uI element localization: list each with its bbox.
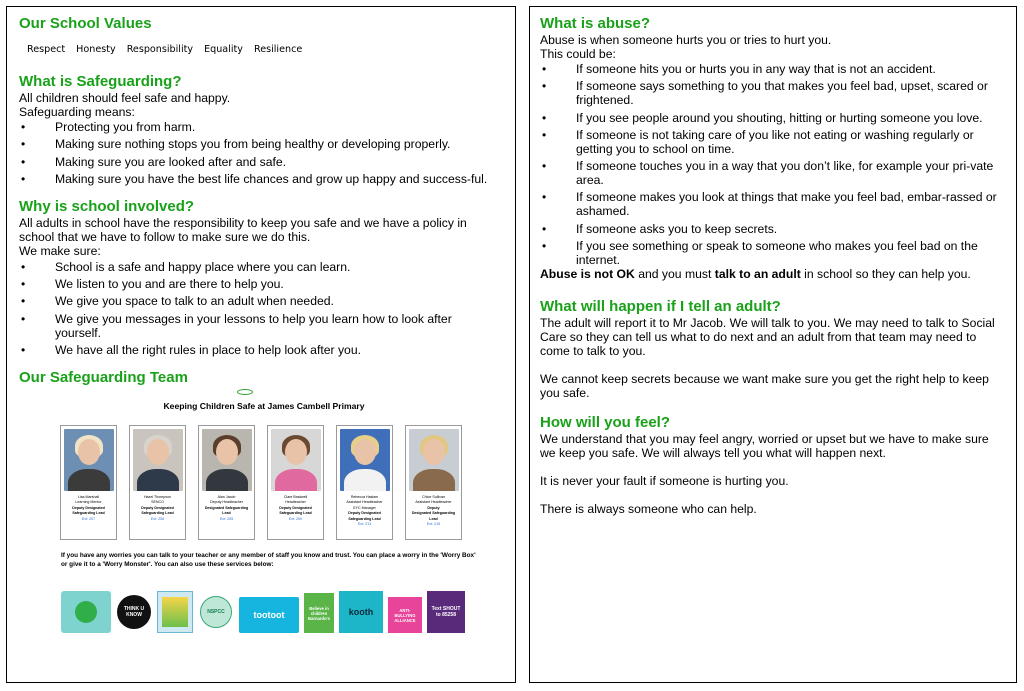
worry-message: If you have any worries you can talk to your teacher or any member of staff you know and trust. You can place a worry in the 'Worry Box' or give it to a 'Worry Monster'. You can also use these services below: (61, 552, 476, 569)
list-item: • Making sure you are looked after and safe. (19, 155, 505, 169)
safeguarding-team-poster (19, 389, 509, 641)
value-item: Equality (204, 44, 243, 55)
staff-name: Chloe Sullivan (422, 495, 445, 500)
never-your-fault-text: It is never your fault if someone is hurting you. (540, 474, 789, 489)
staff-role: SENCO (151, 500, 164, 505)
staff-name: Alan Jacob (217, 495, 236, 500)
why-make-sure: We make sure: (19, 243, 101, 258)
abuse-could-be: This could be: (540, 47, 616, 61)
staff-role: EYC Manager (353, 505, 376, 510)
how-will-you-feel-heading: How will you feel? (540, 414, 671, 432)
list-item: • We listen to you and are there to help you. (19, 277, 505, 291)
list-item: • We give you messages in your lessons to help you learn how to look after yourself. (19, 312, 505, 340)
abuse-not-ok-message: Abuse is not OK and you must talk to an adult in school so they can help you. (540, 267, 971, 282)
staff-role: Safeguarding Lead (279, 511, 312, 516)
staff-card (405, 425, 462, 540)
list-item: • If someone hits you or hurts you in any way that is not an accident. (540, 62, 1006, 76)
talk-to-adult: talk to an adult (714, 267, 801, 282)
safeguarding-heading: What is Safeguarding? (19, 73, 182, 90)
list-item: • If you see people around you shouting, hitting or hurting someone you love. (540, 111, 1006, 125)
list-item: • We have all the right rules in place to help look after you. (19, 343, 505, 357)
tell-an-adult-heading: What will happen if I tell an adult? (540, 298, 781, 316)
list-item: • If someone is not taking care of you like not eating or washing regularly or getting you to school on time. (540, 128, 1006, 156)
staff-card (60, 425, 117, 540)
staff-name: Clare Bradwell (283, 495, 308, 500)
list-item: • We give you space to talk to an adult when needed. (19, 294, 505, 308)
staff-name: Lisa Marshall (77, 495, 100, 500)
staff-card (198, 425, 255, 540)
list-item: • School is a safe and happy place where you can learn. (19, 260, 505, 274)
staff-extension: Ext: 213 (357, 522, 372, 527)
staff-role: Designated Safeguarding Lead (204, 505, 249, 516)
values-list (27, 44, 505, 55)
staff-name: Hazel Thompson (143, 495, 172, 500)
feel-text: We understand that you may feel angry, worried or upset but we have to make sure we keep you safe. We will always tell you what will happen next. (540, 432, 989, 461)
anti-bullying-alliance-logo: ANTI-BULLYING ALLIANCE (388, 597, 422, 633)
poster-title: Keeping Children Safe at James Cambell Primary (163, 401, 365, 412)
staff-role: Headteacher (285, 500, 306, 505)
value-item: Responsibility (126, 44, 194, 55)
services-logos (61, 591, 465, 633)
worry-monster-logo (61, 591, 111, 633)
staff-role: Designated Safeguarding Lead (411, 511, 456, 521)
staff-photo (133, 429, 183, 491)
staff-role: Assistant Headteacher (346, 500, 383, 505)
decoration-icon (237, 389, 253, 395)
staff-card (129, 425, 186, 540)
staff-role: Deputy (427, 505, 440, 510)
list-item: • If someone asks you to keep secrets. (540, 222, 1006, 236)
abuse-intro: Abuse is when someone hurts you or tries to hurt you. (540, 33, 832, 47)
staff-extension: Ext: 207 (81, 516, 96, 521)
staff-card (267, 425, 324, 540)
list-item: • Making sure you have the best life chances and grow up happy and success-ful. (19, 172, 505, 186)
staff-role: Deputy Designated (279, 505, 312, 510)
tootoot-logo: tootoot (239, 597, 299, 633)
school-values-heading: Our School Values (19, 15, 152, 32)
staff-role: Deputy Headteacher (210, 500, 243, 505)
staff-name: Rebecca Haslam (350, 495, 379, 500)
right-panel (529, 6, 1017, 683)
no-secrets-text: We cannot keep secrets because we want make sure you get the right help to keep you safe. (540, 372, 989, 401)
nspcc-logo: NSPCC (198, 591, 234, 633)
staff-role: Deputy Designated (72, 505, 105, 510)
staff-role: Deputy Designated Safeguarding Lead (348, 511, 381, 521)
staff-role: Learning Mentor (75, 500, 102, 505)
staff-photo (271, 429, 321, 491)
what-is-abuse-heading: What is abuse? (540, 15, 651, 32)
staff-role: Deputy Designated (141, 505, 174, 510)
safeguarding-team-heading: Our Safeguarding Team (19, 369, 188, 387)
why-involved-heading: Why is school involved? (19, 197, 195, 215)
why-list (19, 260, 505, 357)
staff-extension: Ext: 215 (426, 522, 441, 527)
why-intro: All adults in school have the responsibility to keep you safe and we have a policy in school that we have to follow to make sure we do this. (19, 215, 467, 244)
staff-photo (409, 429, 459, 491)
barnardos-logo: Believe in children Barnardo's (304, 593, 334, 633)
staff-extension: Ext: 206 (150, 516, 165, 521)
someone-can-help-text: There is always someone who can help. (540, 502, 757, 517)
list-item: • Making sure nothing stops you from being healthy or developing properly. (19, 137, 505, 151)
kooth-logo: kooth (339, 591, 383, 633)
staff-role: Safeguarding Lead (141, 511, 174, 516)
staff-extension: Ext: 205 (219, 516, 234, 521)
staff-card (336, 425, 393, 540)
list-item: • If someone makes you look at things that make you feel bad, embar-rassed or ashamed. (540, 190, 1006, 218)
abuse-list (540, 62, 1006, 267)
staff-role: Assistant Headteacher (415, 500, 452, 505)
staff-photo (202, 429, 252, 491)
staff-photo (340, 429, 390, 491)
list-item: • Protecting you from harm. (19, 120, 505, 134)
staff-cards (60, 425, 462, 540)
left-panel (6, 6, 516, 683)
tell-text: The adult will report it to Mr Jacob. We will talk to you. We may need to talk to Social Care so they can tell us what to do next and an adult from that team may need to come to talk to you. (540, 316, 995, 359)
poster-logo (157, 591, 193, 633)
shout-logo: Text SHOUT to 85258 (427, 591, 465, 633)
value-item: Respect (27, 44, 66, 55)
staff-photo (64, 429, 114, 491)
safeguarding-intro: All children should feel safe and happy. (19, 91, 231, 105)
think-u-know-logo: THINK U KNOW (116, 591, 152, 633)
value-item: Honesty (76, 44, 116, 55)
list-item: • If someone says something to you that makes you feel bad, upset, scared or frightened. (540, 79, 1006, 107)
safeguarding-list (19, 120, 505, 186)
list-item: • If someone touches you in a way that you don’t like, for example your pri-vate area. (540, 159, 1006, 187)
list-item: • If you see something or speak to someone who makes you feel bad on the internet. (540, 239, 1006, 267)
safeguarding-means: Safeguarding means: (19, 105, 135, 119)
staff-role: Safeguarding Lead (72, 511, 105, 516)
value-item: Resilience (253, 44, 303, 55)
abuse-not-ok: Abuse is not OK (540, 267, 635, 282)
staff-extension: Ext: 200 (288, 516, 303, 521)
